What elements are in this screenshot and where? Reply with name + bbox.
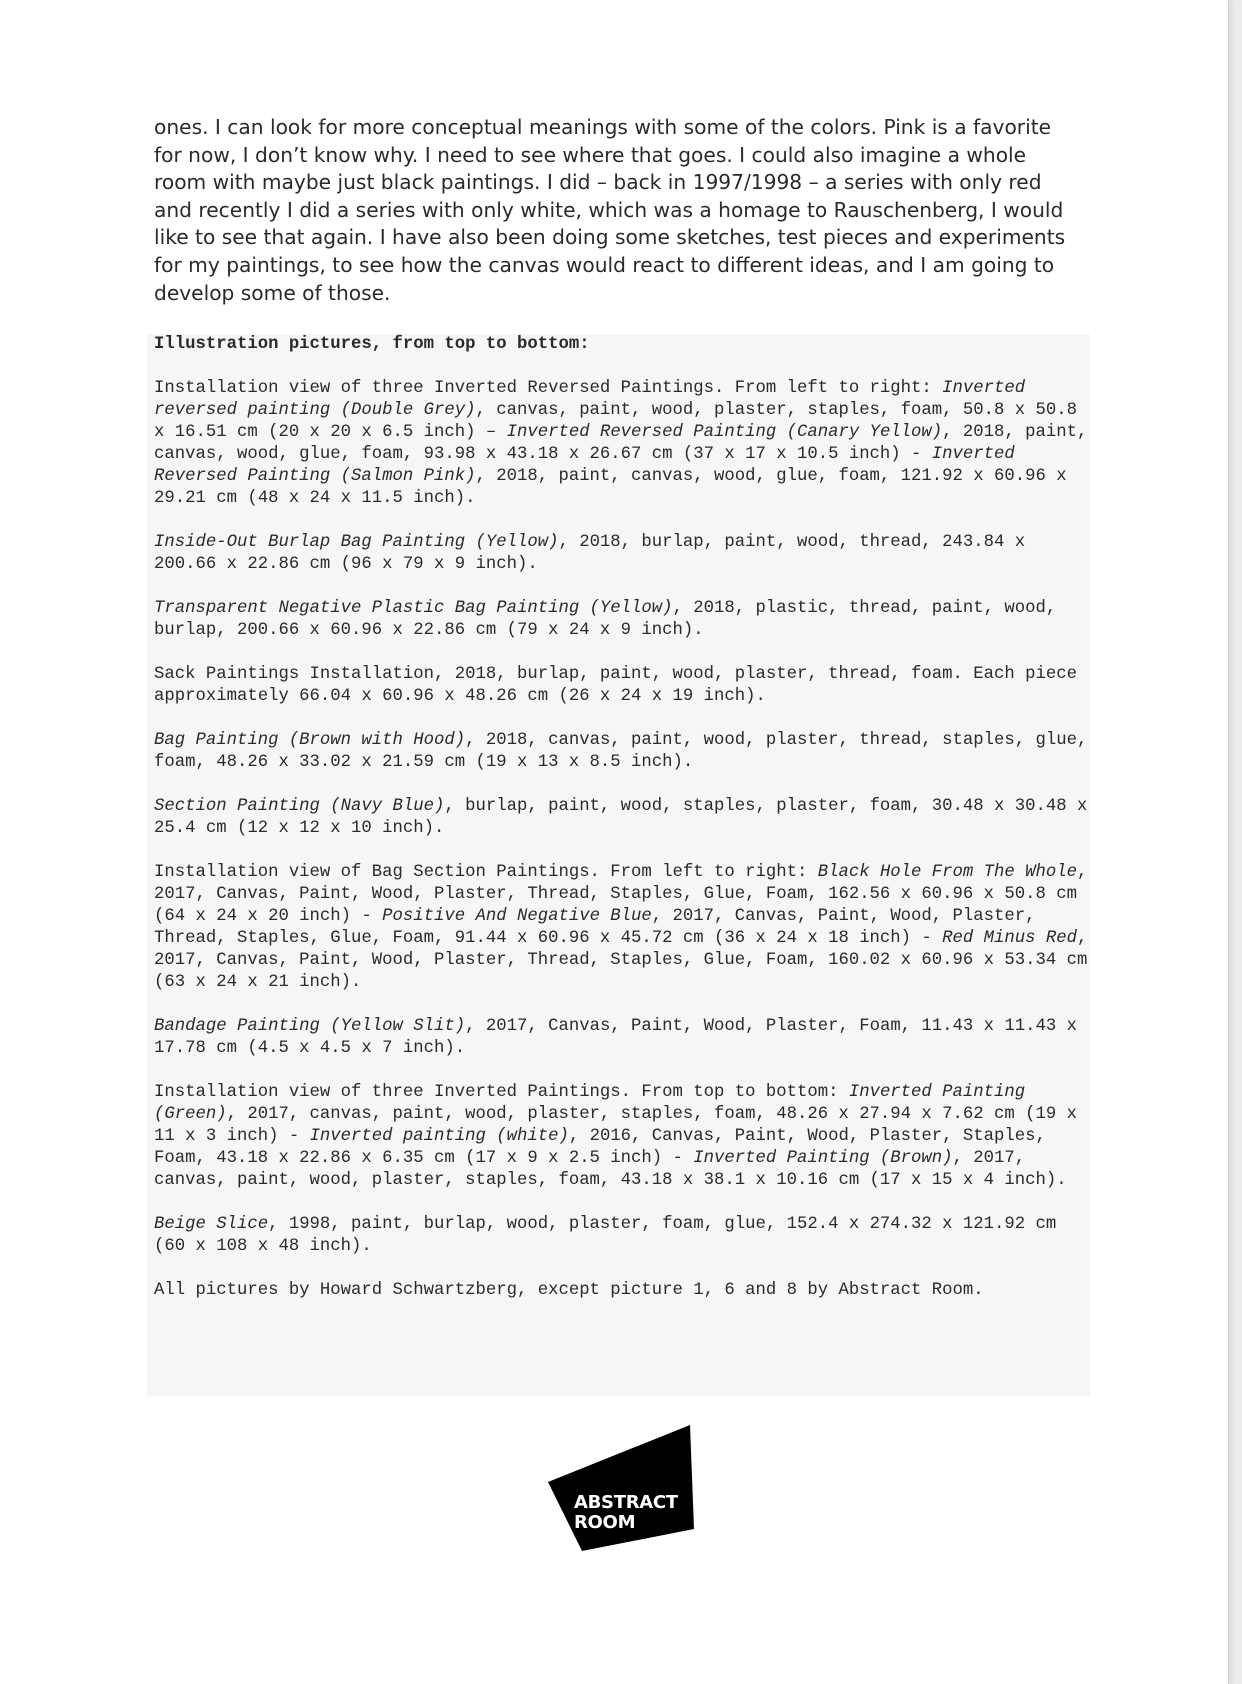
captions-block xyxy=(147,334,1090,1396)
caption-text: , 2017, Canvas, Paint, Wood, Plaster, Foam, 11.43 x 11.43 x 17.78 cm (4.5 x 4.5 x 7 inch). xyxy=(154,1017,1077,1058)
artwork-title: Inverted Painting (Green) xyxy=(154,1083,1026,1124)
artwork-title: Bag Painting (Brown with Hood) xyxy=(154,731,466,750)
caption-5 xyxy=(154,730,1090,774)
caption-10 xyxy=(154,1214,1090,1258)
caption-3 xyxy=(154,598,1090,642)
logo-text xyxy=(574,1493,678,1533)
caption-text: , 2017, canvas, paint, wood, plaster, staples, foam, 48.26 x 27.94 x 7.62 cm (19 x 11 x 3 inch) - xyxy=(154,1105,1077,1146)
artwork-title: Bandage Painting (Yellow Slit) xyxy=(154,1017,466,1036)
artwork-title: Inverted Reversed Painting (Canary Yellow) xyxy=(506,423,943,442)
caption-2 xyxy=(154,532,1090,576)
photo-credits xyxy=(154,1280,1090,1302)
artwork-title: Black Hole From The Whole xyxy=(817,863,1077,882)
caption-text: , 2017, Canvas, Paint, Wood, Plaster, Thread, Staples, Glue, Foam, 162.56 x 60.96 x 50.8 cm (64 x 24 x 20 inch) - xyxy=(154,863,1088,926)
caption-text: Sack Paintings Installation, 2018, burlap, paint, wood, plaster, thread, foam. Each piece approximately 66.04 x 60.96 x 48.26 cm (26 x 24 x 19 inch). xyxy=(154,665,1077,706)
caption-text: , 2018, burlap, paint, wood, thread, 243.84 x 200.66 x 22.86 cm (96 x 79 x 9 inch). xyxy=(154,533,1026,574)
logo-line-1: ABSTRACT xyxy=(574,1492,678,1513)
intro-paragraph: ones. I can look for more conceptual meanings with some of the colors. Pink is a favorite for now, I don’t know why. I need to see where that goes. I could also imagine a whole room with maybe just black paintings. I did – back in 1997/1998 – a series with only red and recently I did a series with only white, which was a homage to Rauschenberg, I would like to see that again. I have also been doing some sketches, test pieces and experiments for my paintings, to see how the canvas would react to different ideas, and I am going to develop some of those. xyxy=(154,115,1066,305)
artwork-title: Inside-Out Burlap Bag Painting (Yellow) xyxy=(154,533,559,552)
caption-text: , 2017, Canvas, Paint, Wood, Plaster, Thread, Staples, Glue, Foam, 160.02 x 60.96 x 53.34 cm (63 x 24 x 21 inch). xyxy=(154,929,1088,992)
caption-text: Installation view of three Inverted Reversed Paintings. From left to right: xyxy=(154,379,943,398)
caption-text: , canvas, paint, wood, plaster, staples, foam, 50.8 x 50.8 x 16.51 cm (20 x 20 x 6.5 inch) – xyxy=(154,401,1077,442)
caption-1 xyxy=(154,378,1090,510)
abstract-room-logo xyxy=(548,1425,694,1551)
caption-text: , 2017, Canvas, Paint, Wood, Plaster, Thread, Staples, Glue, Foam, 91.44 x 60.96 x 45.72 cm (36 x 24 x 18 inch) - xyxy=(154,907,1036,948)
captions-heading: Illustration pictures, from top to bottom: xyxy=(154,335,590,354)
artwork-title: Transparent Negative Plastic Bag Painting (Yellow) xyxy=(154,599,673,618)
caption-7 xyxy=(154,862,1090,994)
caption-text: All pictures by Howard Schwartzberg, except picture 1, 6 and 8 by Abstract Room. xyxy=(154,1281,984,1300)
artwork-title: Inverted reversed painting (Double Grey) xyxy=(154,379,1026,420)
artwork-title: Section Painting (Navy Blue) xyxy=(154,797,445,816)
caption-8 xyxy=(154,1016,1090,1060)
caption-text: , 2018, paint, canvas, wood, glue, foam, 121.92 x 60.96 x 29.21 cm (48 x 24 x 11.5 inch). xyxy=(154,467,1067,508)
caption-text: , 2018, plastic, thread, paint, wood, burlap, 200.66 x 60.96 x 22.86 cm (79 x 24 x 9 inch). xyxy=(154,599,1057,640)
artwork-title: Red Minus Red xyxy=(942,929,1077,948)
caption-9 xyxy=(154,1082,1090,1192)
artwork-title: Positive And Negative Blue xyxy=(382,907,652,926)
caption-text: , 2017, canvas, paint, wood, plaster, staples, foam, 43.18 x 38.1 x 10.16 cm (17 x 15 x 4 inch). xyxy=(154,1149,1067,1190)
artwork-title: Inverted Painting (Brown) xyxy=(693,1149,953,1168)
artwork-title: Inverted painting (white) xyxy=(309,1127,569,1146)
logo-line-2: ROOM xyxy=(574,1512,636,1533)
caption-6 xyxy=(154,796,1090,840)
caption-text: , burlap, paint, wood, staples, plaster, foam, 30.48 x 30.48 x 25.4 cm (12 x 12 x 10 inch). xyxy=(154,797,1088,838)
caption-text: Installation view of three Inverted Paintings. From top to bottom: xyxy=(154,1083,849,1102)
caption-text: Installation view of Bag Section Paintings. From left to right: xyxy=(154,863,818,882)
caption-4 xyxy=(154,664,1090,708)
caption-text: , 2018, paint, canvas, wood, glue, foam, 93.98 x 43.18 x 26.67 cm (37 x 17 x 10.5 inch) - xyxy=(154,423,1088,464)
artwork-title: Inverted Reversed Painting (Salmon Pink) xyxy=(154,445,1015,486)
caption-text: , 1998, paint, burlap, wood, plaster, foam, glue, 152.4 x 274.32 x 121.92 cm (60 x 108 x 48 inch). xyxy=(154,1215,1057,1256)
caption-text: , 2018, canvas, paint, wood, plaster, thread, staples, glue, foam, 48.26 x 33.02 x 21.59 cm (19 x 13 x 8.5 inch). xyxy=(154,731,1088,772)
artwork-title: Beige Slice xyxy=(154,1215,269,1234)
caption-text: , 2016, Canvas, Paint, Wood, Plaster, Staples, Foam, 43.18 x 22.86 x 6.35 cm (17 x 9 x 2.5 inch) - xyxy=(154,1127,1046,1168)
